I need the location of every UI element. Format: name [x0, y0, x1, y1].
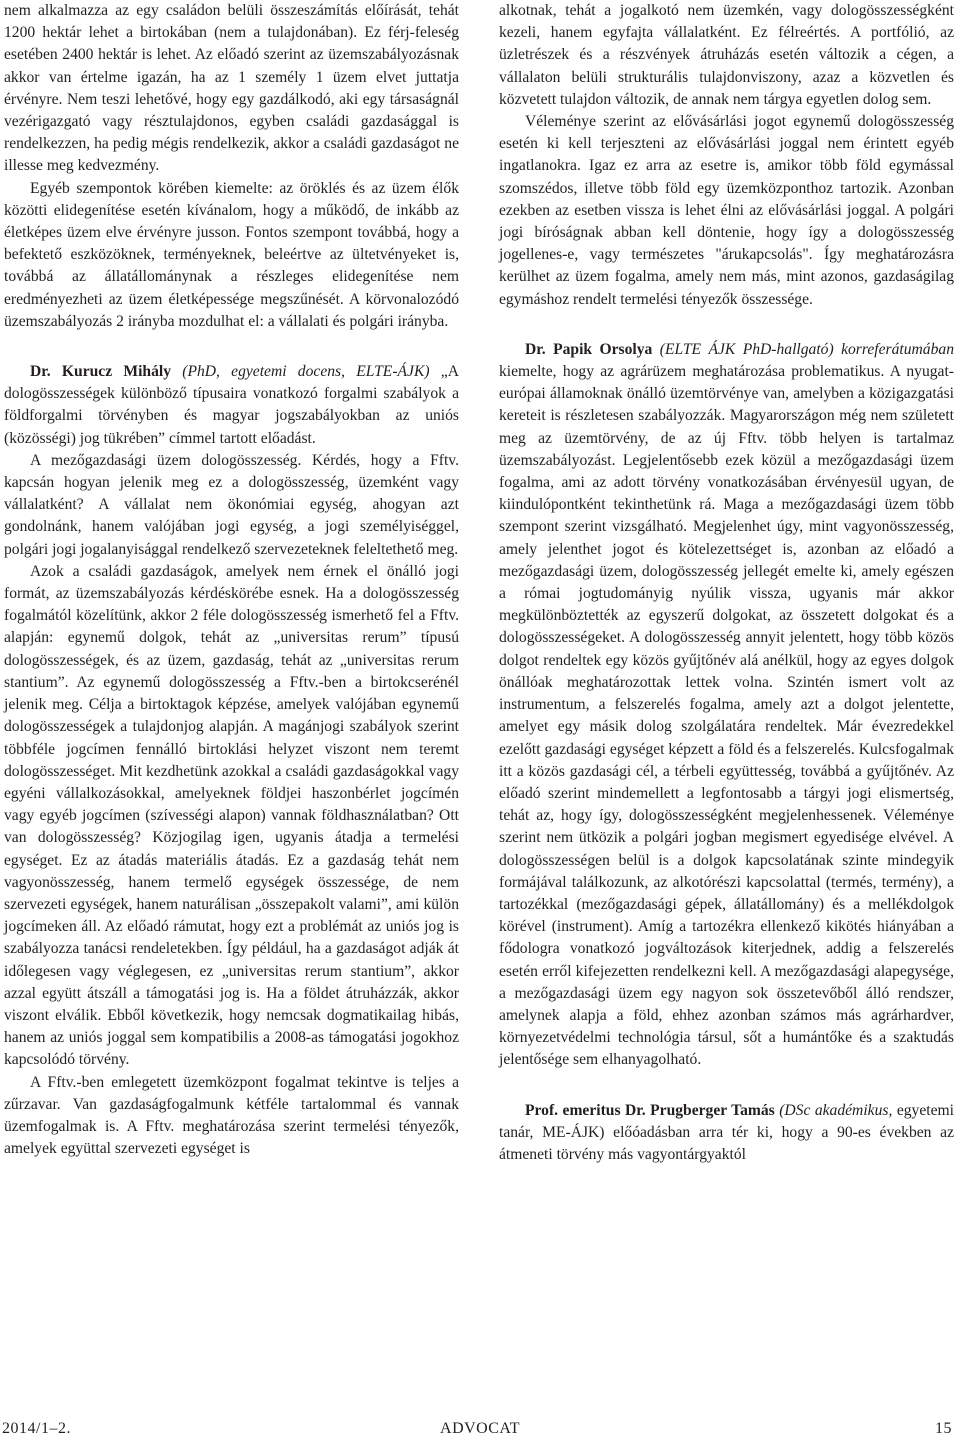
- paragraph-3: [4, 450, 459, 561]
- speaker-kurucz: [4, 361, 459, 450]
- speaker-prugberger: [499, 1100, 954, 1167]
- speaker-title: Dr.: [30, 363, 51, 381]
- paragraph-3-text: A mezőgazdasági üzem dologösszesség. Kérdés, hogy a Fftv. kapcsán hogyan jelenik meg ez a dologösszesség, üzemként vagy vállalatként? A vállalat nem ökonómiai egység, ahogyan azt gondolnánk, hanem valójában jogi egység, a jogi személyiséggel, polgári jogi jogalanyisággal rendelkező szervezeteknek feleltethető meg.: [4, 451, 459, 558]
- speaker-name: Kurucz Mihály: [61, 363, 172, 381]
- paragraph-4: [4, 561, 459, 1072]
- speaker-text: kiemelte, hogy az agrárüzem meghatározása problematikus. A nyugat-európai államoknak önálló üzemtörvénye van, amelyben a közigazgatási kereteit is részletesen szabályozzák. Magyarországon még nem született meg az üzemtörvény, de az új Fftv. több helyen is tartalmaz üzemszabályozást. Legjelentősebb ezek közül a mezőgazdasági üzem fogalma, ami az adott törvény vonatkozásában érvényesül ugyan, de kiindulópontként tekinthetünk rá. Maga a mezőgazdasági üzem több szempont szerint vizsgálható. Megjelenhet úgy, mint vagyonösszesség, amely jelenthet jogot és kötelezettséget is, azonban az előadó a mezőgazdasági üzem, dologösszesség jellegét emelte ki, amely egészen a római jogtudományig nyúlik vissza, ugyanis már akkor megkülönböztették az egyszerű dolgokat, az összetett dolgokat és a dologösszességeket. A dologösszesség annyit jelentett, hogy több közös dolgot rendeltek egy közös gyűjtőnév alá anélkül, hogy az egyes dolgok önállóak meghatározottak lettek volna. Szintén ismert volt az instrumentum, a felszerelés fogalma, amely azt a dolgot jelentette, amelyet egy másik dolog szolgálatára rendeltek. Már évezredekkel ezelőtt gazdasági egységet képzett a föld és a felszerelés. Kulcsfogalmak itt a közös gazdasági cél, a térbeli együttesség, továbbá a gyűjtőnév. Az előadó szerint mindemellett a legfontosabb a tárgyi jogi elismertség, tehát az, hogy így, dologösszességként megjelenhessenek. Véleménye szerint nem ütközik a polgári jogban megismert egyedisége elvével. A dologösszességen belül is a dolgok kapcsolatának szinte mindegyik formájával találkozunk, az alkotórészi kapcsolattal (termés, termény), a tartozékkal (mezőgazdasági gépek, állatállomány) és a mellékdolgok körével (instrument). Amíg a tartozékra ellenkező kikötés hiányában a fődologra vonatkozó jogváltozások kiterjednek, addig a felszerelés esetén erről kifejezetten rendelkezni kell. A mezőgazdasági alapegysége, a mezőgazdasági üzem egy nagyon sok összetevőből álló rendszer, amelynek alapja a föld, ehhez azonban számos más agrárhardver, környezetvédelmi technológia társul, sőt a humántőke és a szaktudás jelentősége sem elhanyagolható.: [499, 363, 954, 1069]
- left-column: [4, 0, 459, 1160]
- paragraph-1: [4, 0, 459, 178]
- paragraph-7: [499, 111, 954, 311]
- footer-page-number: 15: [935, 1420, 952, 1437]
- speaker-text: egyetemi tanár, ME-ÁJK) előóadásban arra tér ki, hogy a 90-es években az átmeneti törvény más vagyontárgyaktól: [499, 1101, 954, 1163]
- speaker-papik: [499, 339, 954, 1072]
- paragraph-5-text: A Fftv.-ben emlegetett üzemközpont fogalmat tekintve is teljes a zűrzavar. Van gazdaságfogalmunk kétféle tartalommal és vannak üzemfogalmak is. A Fftv. meghatározása szerint termelési tényezők, amelyek együttal szervezeti egységet is: [4, 1073, 459, 1158]
- speaker-affiliation: (ELTE ÁJK PhD-hallgató) korreferátumában: [659, 340, 954, 358]
- paragraph-6-text: alkotnak, tehát a jogalkotó nem üzemkén, vagy dologösszességként kezeli, hanem egyfajta vállalatként. Ez félreértés. A portfólió, az üzletrészek és a részvények átruházás esetén változik a cégen, a vállalaton belüli strukturális tulajdonviszony, azaz a közvetlen és közvetett tulajdon változik, de annak nem tárgya egyetlen dolog sem.: [499, 2, 954, 108]
- paragraph-1-text: nem alkalmazza az egy családon belüli összeszámítás előírását, tehát 1200 hektár lehet a birtokában (nem a tulajdonában). Ez férj-feleség esetében 2400 hektár is lehet. Az előadó szerint az üzemszabályozásnak akkor van értelme igazán, ha az 1 személy 1 üzem elvet juttatja érvényre. Nem teszi lehetővé, hogy egy gazdálkodó, aki egy társaságnál vezérigazgató vagy résztulajdonos, egyben családi gazdasággal is rendelkezzen, ha pedig mégis rendelkezik, akkor a családi gazdaságot ne illesse meg kedvezmény.: [4, 2, 459, 175]
- page-footer: [0, 1418, 960, 1442]
- paragraph-4-text: Azok a családi gazdaságok, amelyek nem érnek el önálló jogi formát, az üzemszabályozás kérdéskörébe esnek. Ha a dologösszesség fogalmától közelítünk, akkor 2 féle dologösszesség ismerhető fel a Fftv. alapján: egynemű dolgok, tehát az „universitas rerum” típusú dologösszességek, és az üzem, gazdaság, tehát az „universitas rerum stantium”. Az egynemű dologösszesség a Fftv.-ben a birtokcserénél jelenik meg. Célja a birtoktagok képzése, amelyek valójában egynemű dologösszességek a tulajdonjog alapján. A magánjogi szabályok szerint többféle jogcímen fennálló birtoklási helyzet viszont nem teremt dologösszességet. Mit kezdhetünk azokkal a családi gazdaságokkal vagy egyéni vállalkozásokkal, amelyeknek földjei haszonbérlet jogcímén vagy egyéb jogcímen (szívességi alapon) vannak földhasználatban? Ott van dologösszesség? Közjogilag igen, ugyanis átadja a termelési egységet. Ez az átadás materiális átadás. Ez a gazdaság tehát nem vagyonösszesség, hanem termelő egységek összessége, de nem szervezeti egységek, hanem naturálisan „összepakolt valami”, ami külön jogcímeken áll. Az előadó rámutat, hogy ezt a problémát az uniós jog is szabályozza tanácsi rendeletekben. Így például, ha a gazdaságot adják át időlegesen vagy véglegesen, ez „universitas rerum stantium”, akkor azzal együtt átszáll a támogatási jog is. Ha a földet átruházzák, akkor viszont elválik. Ebből következik, hogy nemcsak dogmatikailag hibás, hanem az uniós joggal sem kompatibilis a 2008-as támogatási jogokhoz kapcsolódó törvény.: [4, 562, 459, 1069]
- paragraph-7-text: Véleménye szerint az elővásárlási jogot egynemű dologösszesség esetén ki kell terjeszteni az elővásárlási joggal nem érintett egyéb ingatlanokra. Igaz ez arra az esetre is, amikor több föld egymással szomszédos, illetve több föld egy üzemközponthoz tartozik. Azonban ezekben az esetben vissza is lehet élni az elővásárlási joggal. A polgári jogi bíróságnak abban kell döntenie, hogy így a dologösszesség jogellenes-e, vagy természetes "árukapcsolás". Így meghatározásra kerülhet az üzem fogalma, amely nem más, mint azonos, gazdaságilag egymáshoz rendelt termelési tényezők összessége.: [499, 113, 954, 308]
- speaker-name: Prugberger Tamás: [650, 1101, 775, 1119]
- speaker-title: Dr.: [525, 340, 546, 358]
- speaker-name: Papik Orsolya: [553, 340, 653, 358]
- paragraph-5: [4, 1072, 459, 1161]
- paragraph-2: [4, 178, 459, 333]
- right-column: [499, 0, 954, 1166]
- speaker-text: „A dologösszességek különböző típusaira vonatkozó forgalmi szabályok a földforgalmi törvényben és magyar jogszabályokban az uniós (közösségi) jog tükrében” címmel tartott előadást.: [4, 363, 459, 447]
- paragraph-6: [499, 0, 954, 111]
- speaker-affiliation: (DSc akadémikus,: [779, 1101, 893, 1119]
- footer-issue: 2014/1–2.: [2, 1420, 71, 1437]
- speaker-title: Prof. emeritus Dr.: [525, 1101, 646, 1119]
- paragraph-2-text: Egyéb szempontok körében kiemelte: az öröklés és az üzem élők közötti elidegenítése esetén kívánalom, hogy a működő, de inkább az életképes üzem elve érvényre jusson. Fontos szempont továbbá, hogy a befektető eszközöknek, terményeknek, beleértve az ültetvényeket is, továbbá az állatállománynak a részleges elidegenítése nem eredményezheti az üzem életképessége megszűnését. A körvonalozódó üzemszabályozás 2 irányba mozdulhat el: a vállalati és polgári irányba.: [4, 179, 459, 330]
- speaker-affiliation: (PhD, egyetemi docens, ELTE-ÁJK): [182, 363, 430, 381]
- footer-journal: ADVOCAT: [440, 1420, 520, 1437]
